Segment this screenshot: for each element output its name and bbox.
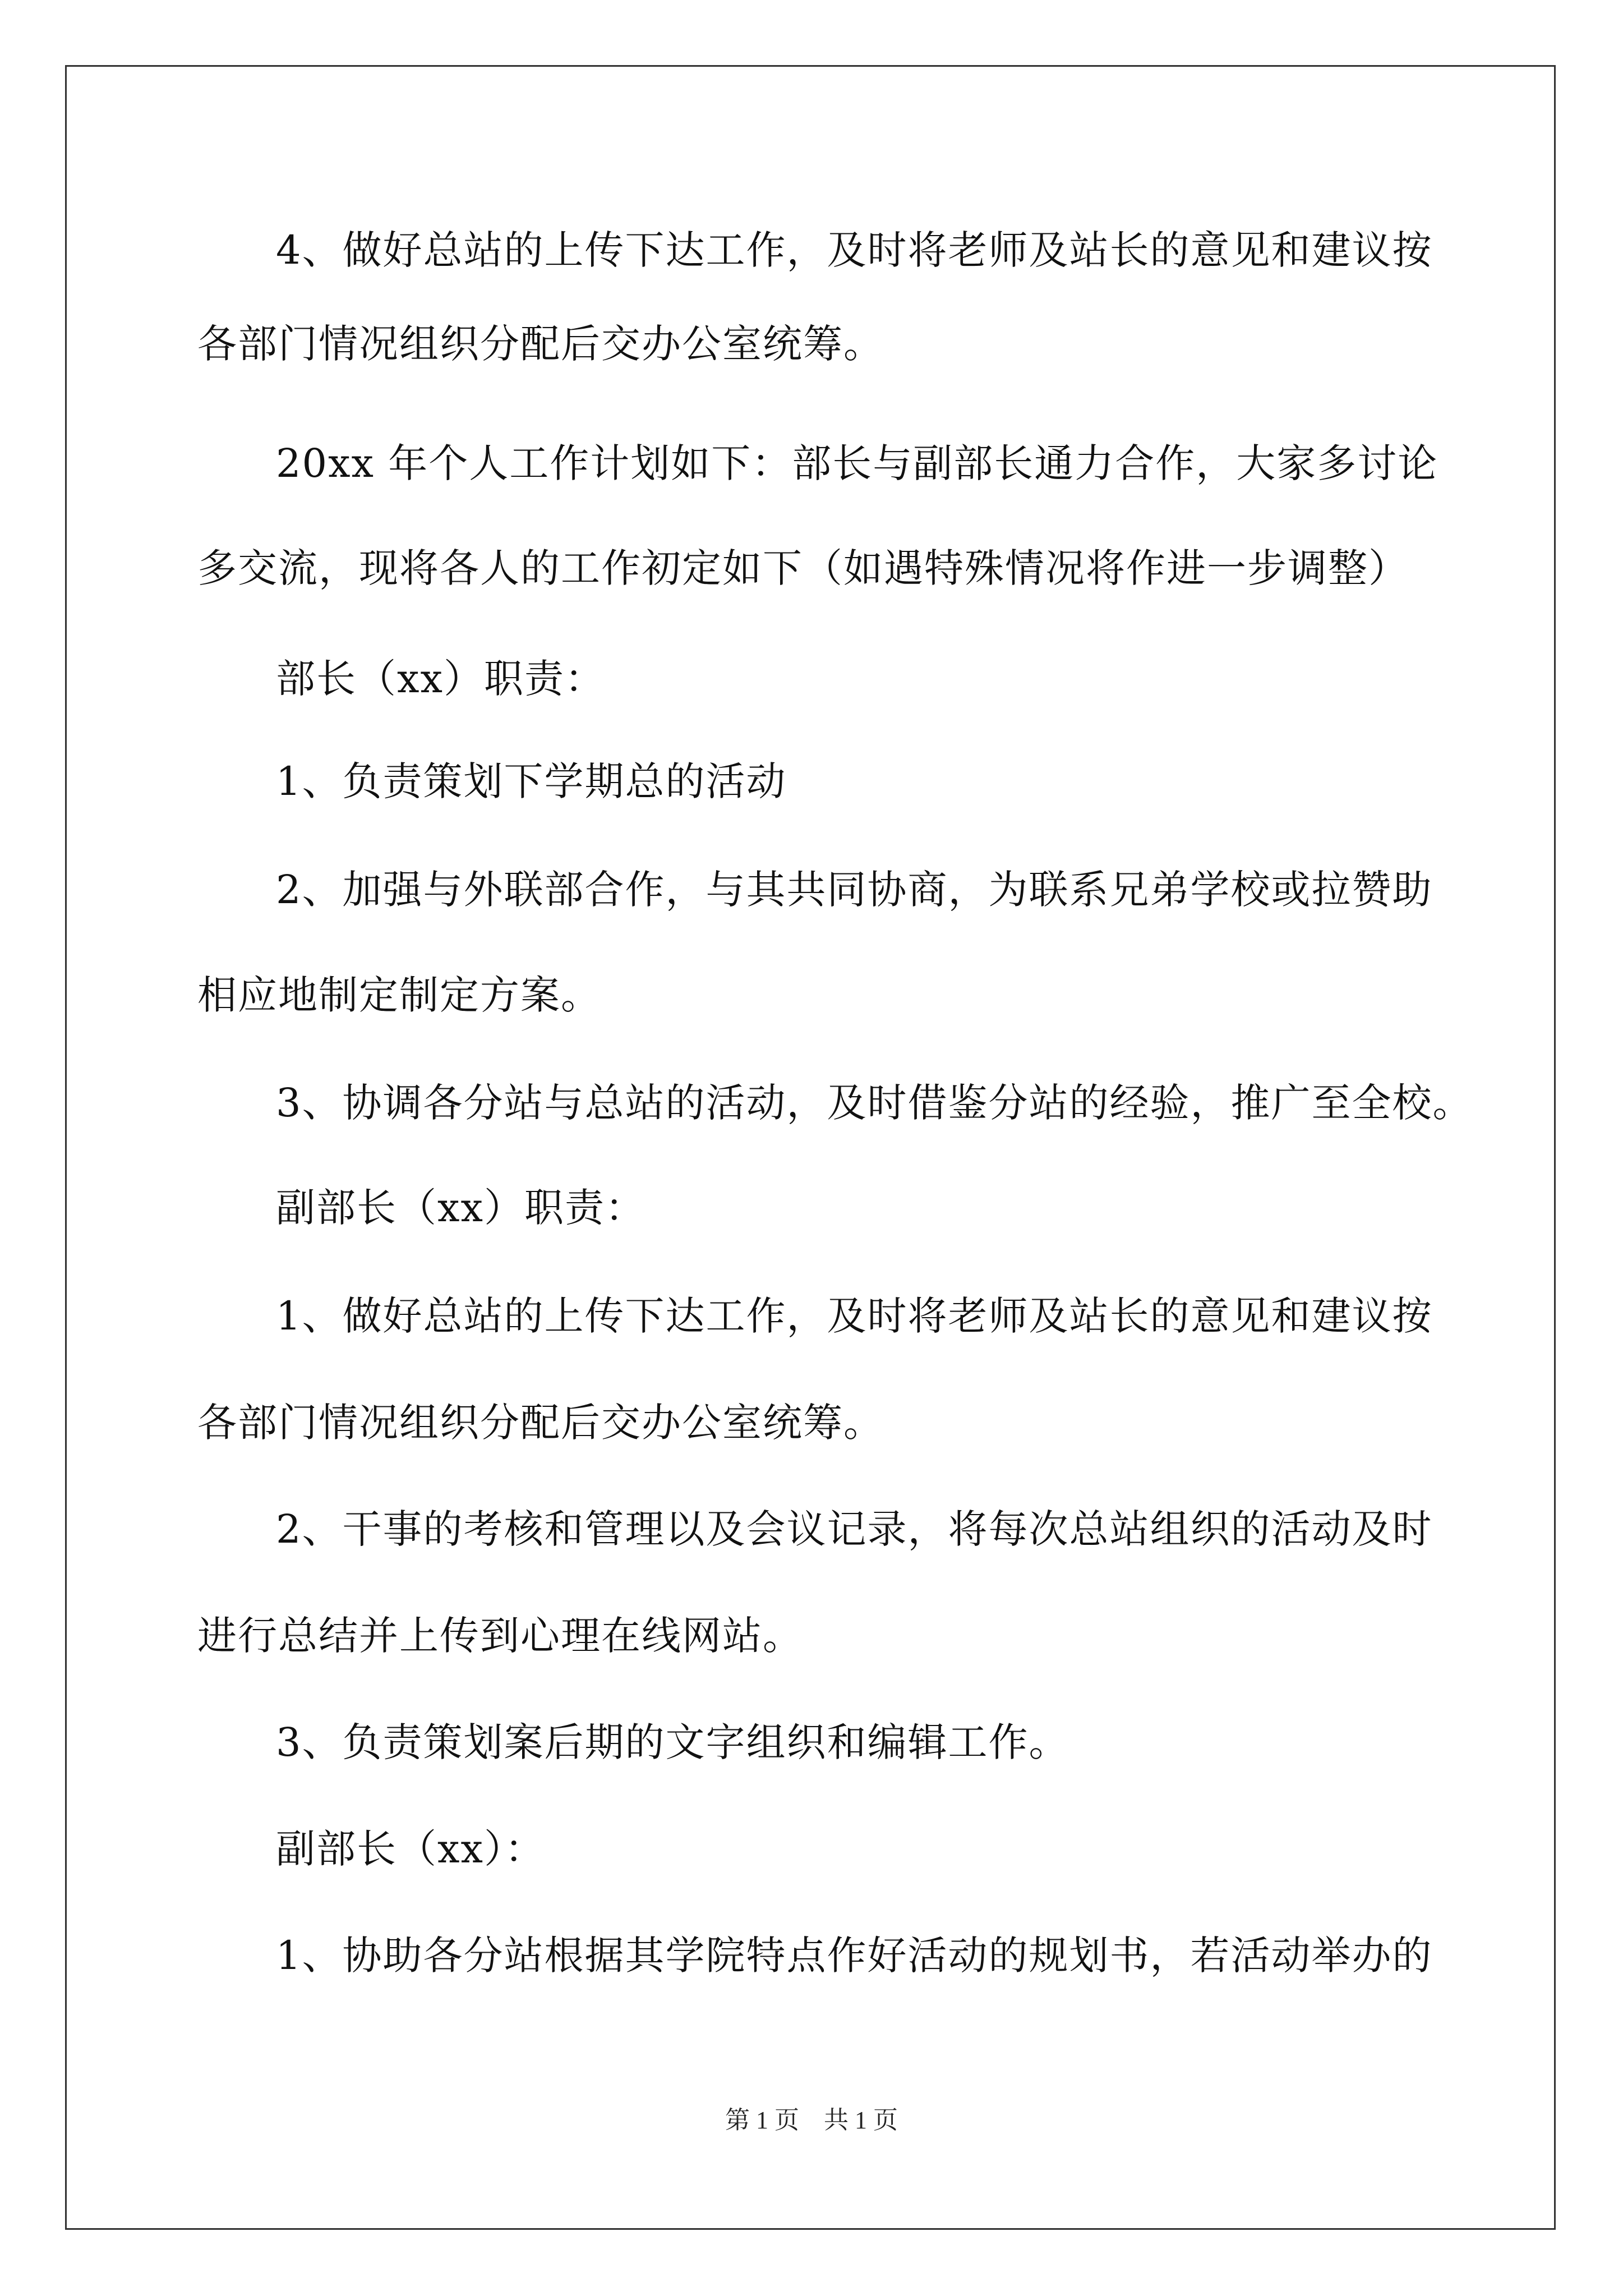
section-heading: 副部长（xx）职责：	[276, 1185, 645, 1231]
paragraph-line: 4、做好总站的上传下达工作，及时将老师及站长的意见和建议按	[276, 227, 1433, 273]
paragraph-line: 20xx 年个人工作计划如下：部长与副部长通力合作，大家多讨论	[276, 440, 1438, 486]
paragraph-line: 1、协助各分站根据其学院特点作好活动的规划书，若活动举办的	[276, 1932, 1433, 1978]
paragraph-line: 相应地制定制定方案。	[197, 972, 601, 1018]
paragraph-line: 2、干事的考核和管理以及会议记录，将每次总站组织的活动及时	[276, 1506, 1433, 1552]
paragraph-line: 3、协调各分站与总站的活动，及时借鉴分站的经验，推广至全校。	[276, 1080, 1473, 1126]
section-heading: 部长（xx）职责：	[276, 656, 605, 702]
paragraph-line: 进行总结并上传到心理在线网站。	[197, 1613, 803, 1659]
paragraph-line: 1、负责策划下学期总的活动	[276, 758, 787, 804]
paragraph-line: 多交流，现将各人的工作初定如下（如遇特殊情况将作进一步调整）	[197, 545, 1409, 591]
page-number-footer: 第 1 页 共 1 页	[725, 2106, 898, 2134]
paragraph-line: 3、负责策划案后期的文字组织和编辑工作。	[276, 1719, 1069, 1765]
paragraph-line: 1、做好总站的上传下达工作，及时将老师及站长的意见和建议按	[276, 1293, 1433, 1339]
page-border	[65, 65, 1556, 2230]
paragraph-line: 2、加强与外联部合作，与其共同协商，为联系兄弟学校或拉赞助	[276, 867, 1433, 913]
section-heading: 副部长（xx）：	[276, 1826, 545, 1872]
paragraph-line: 各部门情况组织分配后交办公室统筹。	[197, 1400, 884, 1446]
paragraph-line: 各部门情况组织分配后交办公室统筹。	[197, 321, 884, 367]
